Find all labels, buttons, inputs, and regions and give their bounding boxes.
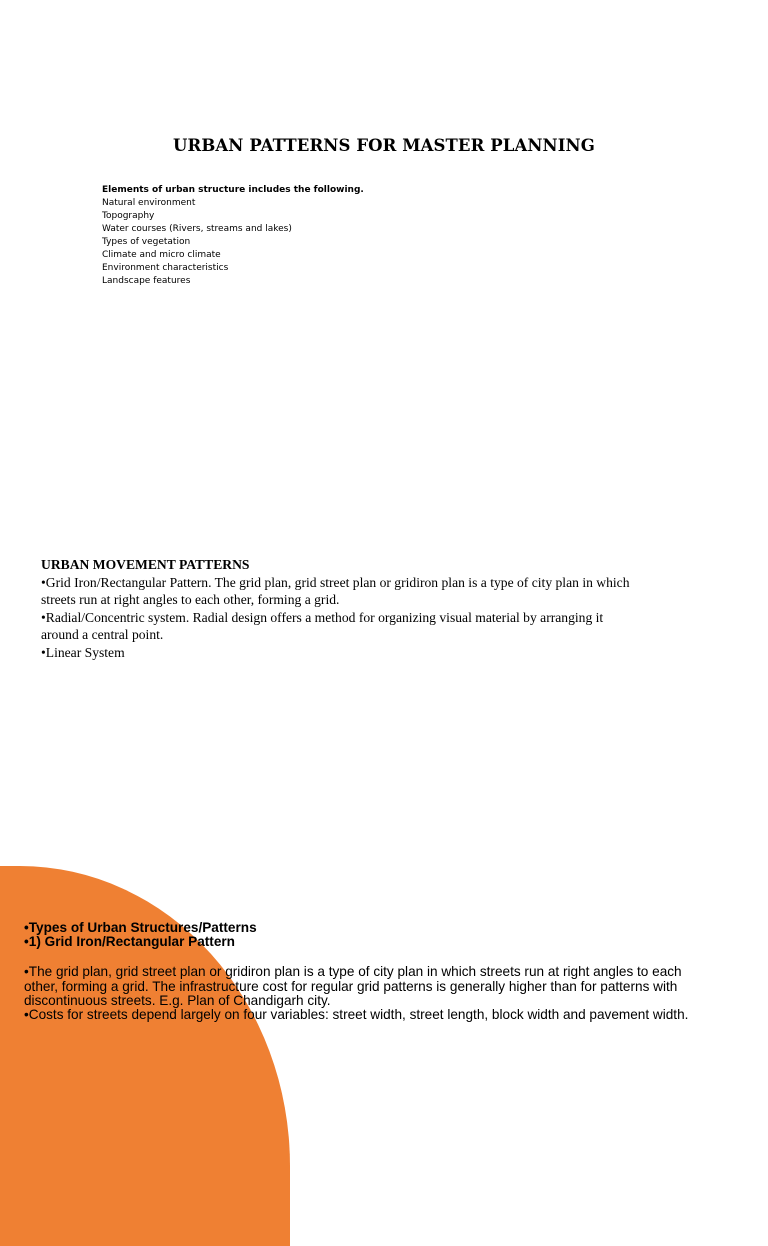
movement-patterns-section — [41, 556, 681, 661]
list-item: Topography — [102, 211, 155, 221]
paragraph-line: around a central point. — [41, 627, 164, 642]
section-heading: •Types of Urban Structures/Patterns — [24, 920, 257, 935]
list-item: Natural environment — [102, 198, 196, 208]
section-heading: URBAN MOVEMENT PATTERNS — [41, 557, 250, 572]
paragraph-line: •Radial/Concentric system. Radial design offers a method for organizing visual material by arranging it — [41, 609, 604, 625]
section-subheading: •1) Grid Iron/Rectangular Pattern — [24, 934, 235, 950]
paragraph-line: •Grid Iron/Rectangular Pattern. The grid plan, grid street plan or gridiron plan is a type of city plan in which — [41, 574, 630, 590]
list-item: Landscape features — [102, 276, 191, 286]
list-heading: Elements of urban structure includes the following. — [102, 185, 364, 195]
paragraph-line: other, forming a grid. The infrastructure cost for regular grid patterns is generally higher than for patterns with — [24, 978, 678, 994]
list-item: Water courses (Rivers, streams and lakes) — [102, 224, 292, 234]
paragraph-line: •Linear System — [41, 644, 125, 660]
list-item: Climate and micro climate — [102, 250, 221, 260]
list-item: Types of vegetation — [102, 237, 191, 247]
list-item: Environment characteristics — [102, 263, 229, 273]
paragraph-line: streets run at right angles to each other, forming a grid. — [41, 592, 340, 607]
paragraph-line: discontinuous streets. E.g. Plan of Chandigarh city. — [24, 992, 331, 1008]
page-title: URBAN PATTERNS FOR MASTER PLANNING — [173, 136, 595, 155]
paragraph-line: •Costs for streets depend largely on four variables: street width, street length, block width and pavement width. — [24, 1007, 689, 1023]
paragraph-line: •The grid plan, grid street plan or gridiron plan is a type of city plan in which streets run at right angles to each — [24, 964, 682, 980]
urban-structures-section — [24, 921, 764, 1022]
elements-list — [102, 184, 364, 288]
